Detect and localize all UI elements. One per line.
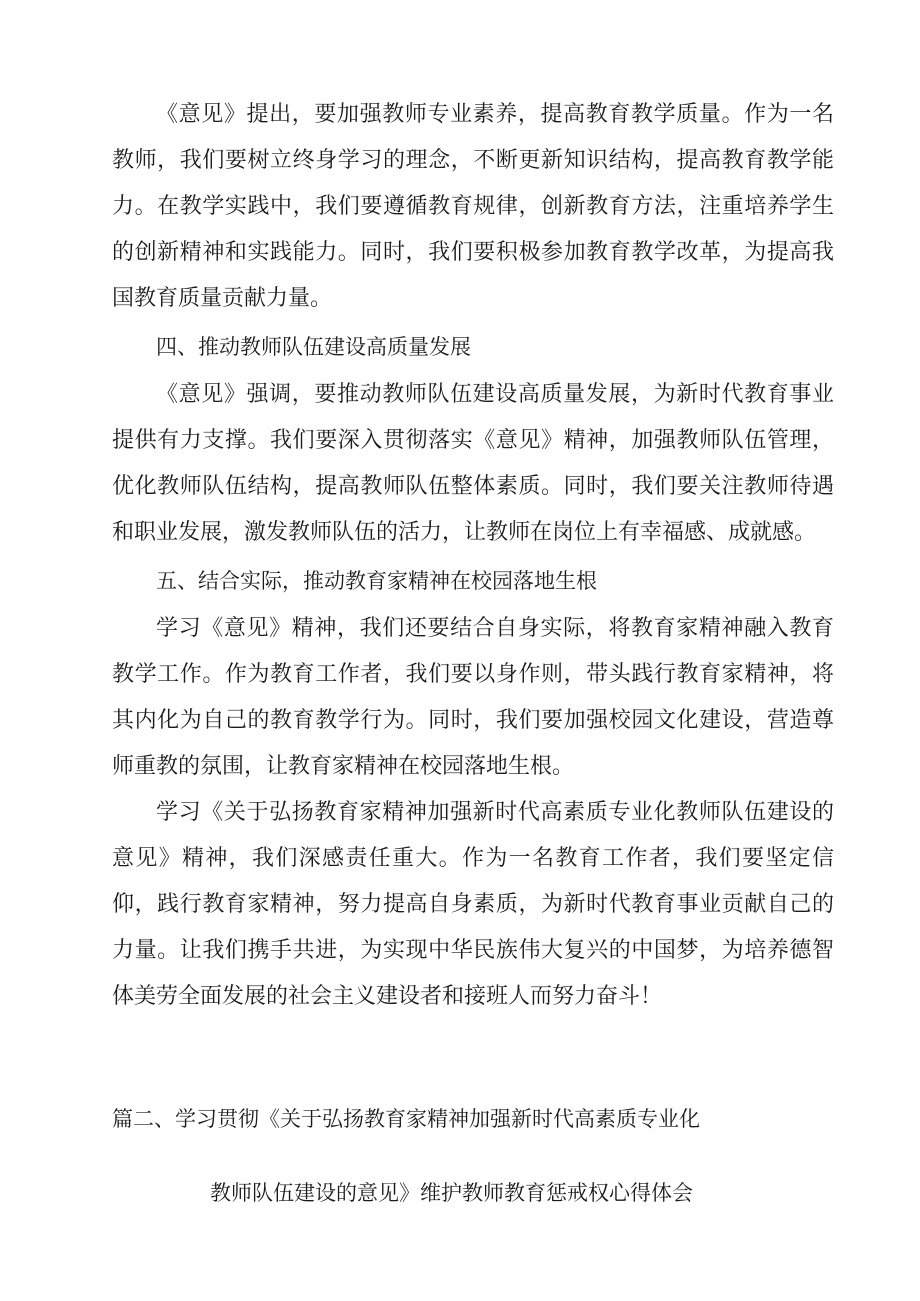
- paragraph-conclusion: 学习《关于弘扬教育家精神加强新时代高素质专业化教师队伍建设的意见》精神，我们深感责任重大。作为一名教育工作者，我们要坚定信仰，践行教育家精神，努力提高自身素质，为新时代教育事业贡献自己的力量。让我们携手共进，为实现中华民族伟大复兴的中国梦，为培养德智体美劳全面发展的社会主义建设者和接班人而努力奋斗！: [112, 800, 834, 1009]
- spacer: [112, 1020, 834, 1082]
- next-article-title-line-1: 篇二、学习贯彻《关于弘扬教育家精神加强新时代高素质专业化: [112, 1107, 700, 1131]
- section-heading-4: 四、推动教师队伍建设高质量发展: [156, 335, 471, 359]
- section-heading-5: 五、结合实际，推动教育家精神在校园落地生根: [156, 569, 597, 593]
- paragraph-section-5: 学习《意见》精神，我们还要结合自身实际，将教育家精神融入教育教学工作。作为教育工作者，我们要以身作则，带头践行教育家精神，将其内化为自己的教育教学行为。同时，我们要加强校园文化建设，营造尊师重教的氛围，让教育家精神在校园落地生根。: [112, 616, 834, 779]
- document-body: [112, 92, 834, 1230]
- paragraph-teacher-quality: 《意见》提出，要加强教师专业素养，提高教育教学质量。作为一名教师，我们要树立终身学习的理念，不断更新知识结构，提高教育教学能力。在教学实践中，我们要遵循教育规律，创新教育方法，注重培养学生的创新精神和实践能力。同时，我们要积极参加教育教学改革，为提高我国教育质量贡献力量。: [112, 102, 834, 311]
- paragraph-section-4: 《意见》强调，要推动教师队伍建设高质量发展，为新时代教育事业提供有力支撑。我们要深入贯彻落实《意见》精神，加强教师队伍管理，优化教师队伍结构，提高教师队伍整体素质。同时，我们要关注教师待遇和职业发展，激发教师队伍的活力，让教师在岗位上有幸福感、成就感。: [112, 382, 834, 545]
- next-article-title-line-2: 教师队伍建设的意见》维护教师教育惩戒权心得体会: [210, 1181, 693, 1205]
